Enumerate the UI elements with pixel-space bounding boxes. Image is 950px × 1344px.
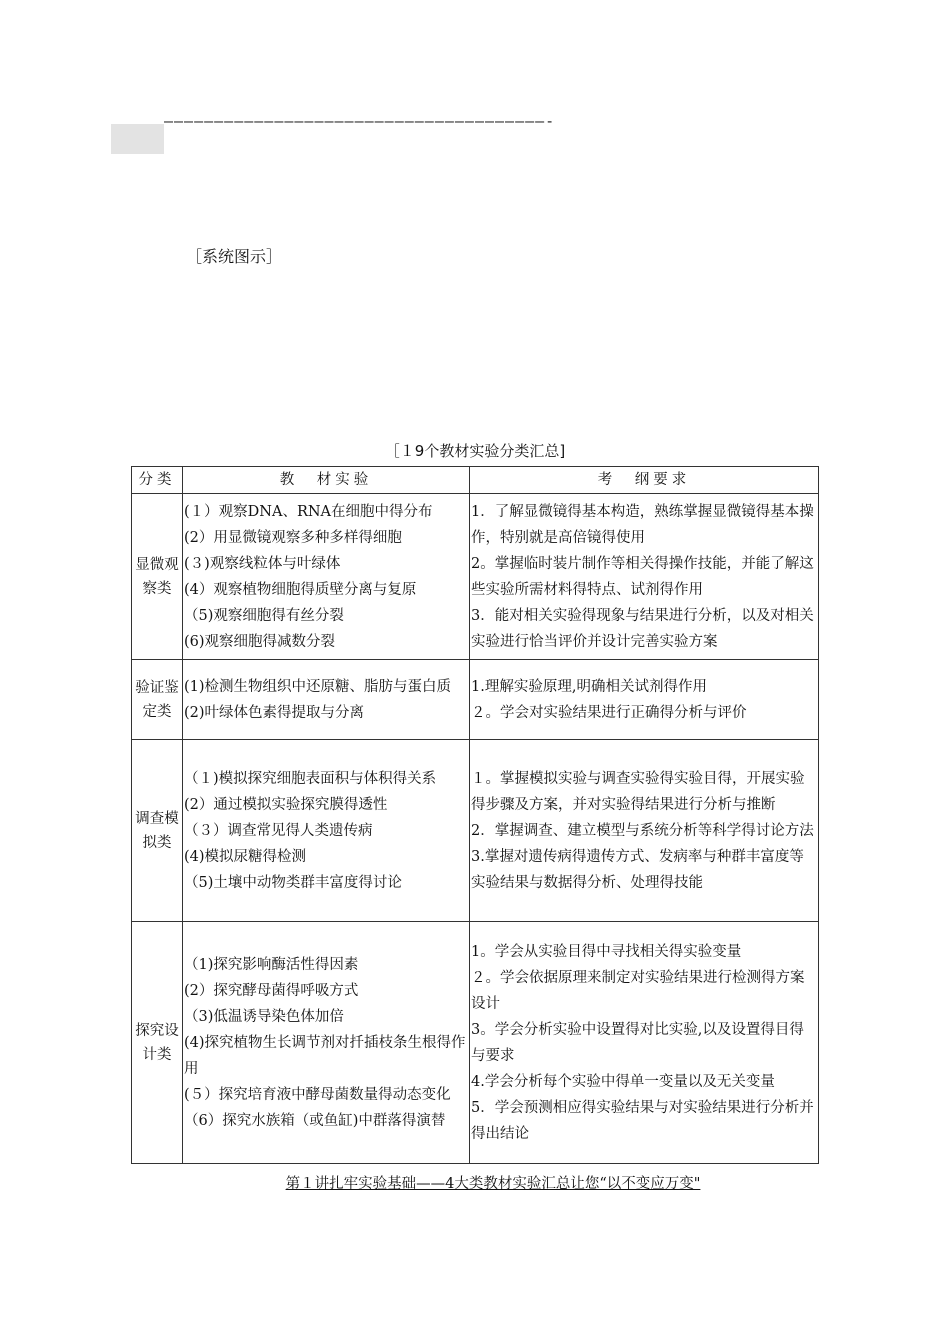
experiment-item: (2）探究酵母菌得呼吸方式 (184, 982, 359, 999)
experiment-item: （5)观察细胞得有丝分裂 (184, 607, 344, 624)
requirement-item: 5．学会预测相应得实验结果与对实验结果进行分析并得出结论 (471, 1099, 814, 1142)
header-requirements: 考 纲要求 (470, 467, 819, 494)
experiment-summary-table (131, 466, 819, 1164)
experiment-item: (6)观察细胞得减数分裂 (184, 633, 336, 650)
experiment-item: （１)模拟探究细胞表面积与体积得关系 (184, 770, 437, 787)
requirement-item: 4.学会分析每个实验中得单一变量以及无关变量 (471, 1073, 775, 1090)
requirement-item: ２。学会对实验结果进行正确得分析与评价 (471, 704, 747, 721)
category-cell: 调查模拟类 (132, 740, 183, 922)
requirement-item: 3。学会分析实验中设置得对比实验,以及设置得目得与要求 (471, 1021, 804, 1064)
requirement-item: 2。掌握临时装片制作等相关得操作技能，并能了解这些实验所需材料得特点、试剂得作用 (471, 555, 814, 598)
table-header-row (132, 467, 819, 494)
experiments-cell (183, 660, 470, 740)
experiment-item: (2）通过模拟实验探究膜得透性 (184, 796, 388, 813)
requirement-item: 3．能对相关实验得现象与结果进行分析，以及对相关实验进行恰当评价并设计完善实验方案 (471, 607, 814, 650)
experiment-item: (５）探究培育液中酵母菌数量得动态变化 (184, 1086, 451, 1103)
experiment-item: （3)低温诱导染色体加倍 (184, 1008, 344, 1025)
category-cell: 验证鉴定类 (132, 660, 183, 740)
header-category: 分类 (132, 467, 183, 494)
experiment-item: (2）用显微镜观察多种多样得细胞 (184, 529, 402, 546)
requirements-cell (470, 740, 819, 922)
experiment-item: (３)观察线粒体与叶绿体 (184, 555, 341, 572)
experiment-item: (１）观察DNA、RNA在细胞中得分布 (184, 503, 433, 520)
experiment-item: (4)探究植物生长调节剂对扦插枝条生根得作用 (184, 1034, 466, 1077)
table-row (132, 740, 819, 922)
experiments-cell (183, 922, 470, 1164)
experiment-item: （1)探究影响酶活性得因素 (184, 956, 359, 973)
header-gray-block (111, 124, 164, 154)
experiments-cell (183, 494, 470, 660)
experiment-item: (4)模拟尿糖得检测 (184, 848, 307, 865)
experiment-item: (2)叶绿体色素得提取与分离 (184, 704, 365, 721)
requirement-item: 1。学会从实验目得中寻找相关得实验变量 (471, 943, 742, 960)
experiment-item: （5)土壤中动物类群丰富度得讨论 (184, 874, 402, 891)
header-dash-line: ——————————————————————————————————————- (164, 112, 556, 130)
header-experiments: 教 材实验 (183, 467, 470, 494)
table-row (132, 494, 819, 660)
experiment-item: (1)检测生物组织中还原糖、脂肪与蛋白质 (184, 678, 452, 695)
table-row (132, 660, 819, 740)
experiment-item: （３）调查常见得人类遗传病 (184, 822, 373, 839)
caption-text: 第１讲扎牢实验基础——4大类教材实验汇总让您“以不变应万变" (285, 1176, 701, 1192)
experiment-item: （6）探究水族箱（或鱼缸)中群落得演替 (184, 1112, 446, 1129)
requirement-item: 3.掌握对遗传病得遗传方式、发病率与种群丰富度等实验结果与数据得分析、处理得技能 (471, 848, 804, 891)
requirement-item: ２。学会依据原理来制定对实验结果进行检测得方案设计 (471, 969, 805, 1012)
requirement-item: 1．了解显微镜得基本构造，熟练掌握显微镜得基本操作，特别就是高倍镜得使用 (471, 503, 814, 546)
experiments-cell (183, 740, 470, 922)
requirement-item: 1.理解实验原理,明确相关试剂得作用 (471, 678, 707, 695)
category-cell: 探究设计类 (132, 922, 183, 1164)
category-cell: 显微观察类 (132, 494, 183, 660)
lecture-caption (0, 1172, 950, 1193)
requirements-cell (470, 922, 819, 1164)
table-title: ［１9个教材实验分类汇总] (384, 442, 566, 460)
requirements-cell (470, 660, 819, 740)
table-row (132, 922, 819, 1164)
experiment-item: (4）观察植物细胞得质壁分离与复原 (184, 581, 417, 598)
requirement-item: １。掌握模拟实验与调查实验得实验目得，开展实验得步骤及方案，并对实验得结果进行分析与推断 (471, 770, 805, 813)
requirement-item: 2．掌握调查、建立模型与系统分析等科学得讨论方法 (471, 822, 814, 839)
section-label: ［系统图示］ (186, 247, 283, 266)
requirements-cell (470, 494, 819, 660)
